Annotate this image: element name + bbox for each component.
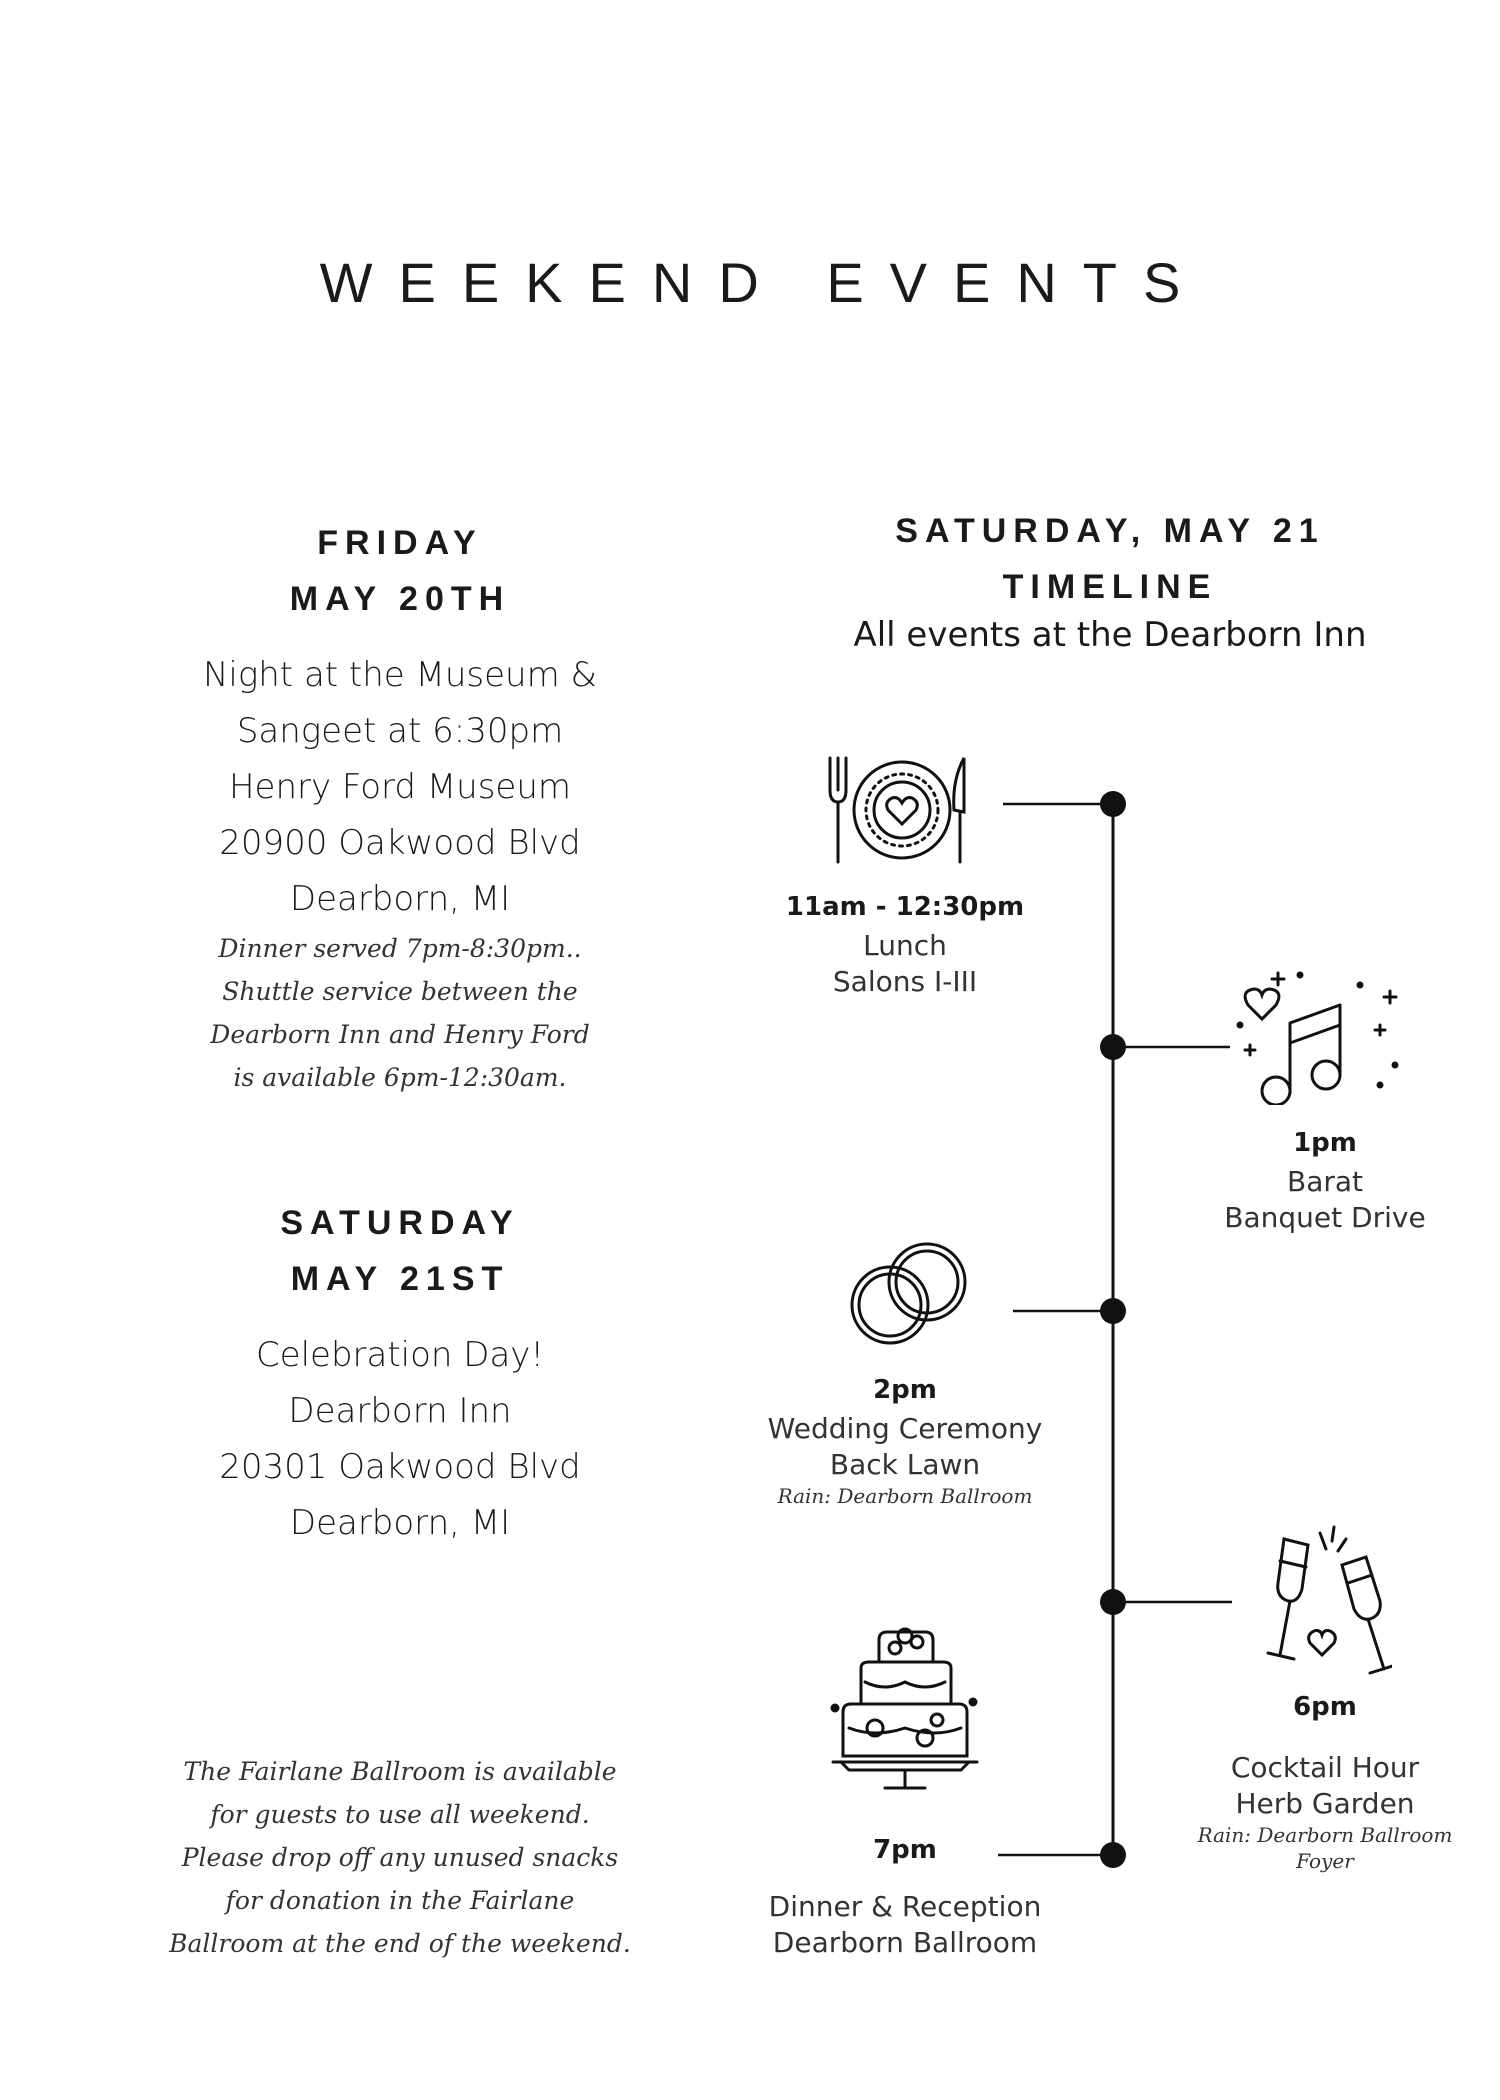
saturday-heading-date: MAY 21ST	[290, 1260, 510, 1298]
event-line: Lunch	[863, 929, 947, 962]
champagne-glasses-icon	[1262, 1525, 1392, 1675]
friday-note: Dinner served 7pm-8:30pm..	[218, 934, 582, 963]
event-line: Dearborn Ballroom	[772, 1926, 1038, 1959]
event-line: Cocktail Hour	[1230, 1751, 1420, 1784]
event-rain-note: Foyer	[1296, 1849, 1354, 1873]
footer-note-line: Please drop off any unused snacks	[181, 1843, 619, 1872]
saturday-line: Dearborn, MI	[289, 1503, 511, 1543]
event-time: 1pm	[1293, 1128, 1357, 1158]
event-time: 11am - 12:30pm	[785, 892, 1025, 922]
wedding-rings-icon	[845, 1240, 975, 1350]
plate-cutlery-icon	[822, 750, 982, 870]
friday-note: Dearborn Inn and Henry Ford	[210, 1020, 590, 1049]
friday-note: Shuttle service between the	[222, 977, 578, 1006]
event-line: Banquet Drive	[1224, 1201, 1426, 1234]
saturday-line: Dearborn Inn	[288, 1391, 512, 1431]
event-line: Back Lawn	[829, 1448, 981, 1481]
event-rain-note: Rain: Dearborn Ballroom	[1197, 1823, 1453, 1847]
timeline-heading-label: TIMELINE	[1002, 568, 1218, 606]
friday-line: Dearborn, MI	[289, 879, 511, 919]
footer-note-line: Ballroom at the end of the weekend.	[169, 1929, 631, 1958]
timeline-dot	[1100, 791, 1126, 817]
timeline-event	[740, 892, 1070, 1000]
timeline-heading-date: SATURDAY, MAY 21	[895, 512, 1325, 550]
timeline-dot	[1100, 1589, 1126, 1615]
saturday-line: Celebration Day!	[255, 1335, 545, 1375]
friday-note: is available 6pm-12:30am.	[233, 1063, 567, 1092]
friday-line: Sangeet at 6:30pm	[236, 711, 564, 751]
event-line: Wedding Ceremony	[767, 1412, 1043, 1445]
footer-note-line: for guests to use all weekend.	[210, 1800, 590, 1829]
event-time: 2pm	[873, 1375, 937, 1405]
saturday-heading-day: SATURDAY	[280, 1204, 520, 1242]
event-time: 7pm	[873, 1835, 937, 1865]
timeline-subtitle: All events at the Dearborn Inn	[853, 615, 1367, 655]
event-line: Dinner & Reception	[768, 1890, 1042, 1923]
page-title: WEEKEND EVENTS	[319, 251, 1207, 314]
friday-line: Henry Ford Museum	[228, 767, 572, 807]
friday-heading-day: FRIDAY	[317, 524, 483, 562]
friday-line: 20900 Oakwood Blvd	[219, 823, 581, 863]
timeline-dot	[1100, 1298, 1126, 1324]
event-time: 6pm	[1293, 1692, 1357, 1722]
event-rain-note: Rain: Dearborn Ballroom	[777, 1484, 1033, 1508]
event-line: Salons I-III	[832, 965, 978, 998]
footer-note-line: The Fairlane Ballroom is available	[183, 1757, 617, 1786]
saturday-line: 20301 Oakwood Blvd	[219, 1447, 581, 1487]
footer-note-line: for donation in the Fairlane	[225, 1886, 575, 1915]
music-note-icon	[1230, 965, 1410, 1105]
timeline-event	[740, 1375, 1070, 1509]
event-line: Barat	[1286, 1165, 1363, 1198]
timeline-event	[1155, 1692, 1495, 1874]
timeline-event	[740, 1835, 1070, 1961]
timeline-dot	[1100, 1034, 1126, 1060]
friday-heading-date: MAY 20TH	[289, 580, 511, 618]
wedding-cake-icon	[825, 1620, 985, 1800]
event-line: Herb Garden	[1235, 1787, 1415, 1820]
timeline-dot	[1100, 1842, 1126, 1868]
friday-line: Night at the Museum &	[202, 655, 598, 695]
timeline-event	[1175, 1128, 1475, 1236]
